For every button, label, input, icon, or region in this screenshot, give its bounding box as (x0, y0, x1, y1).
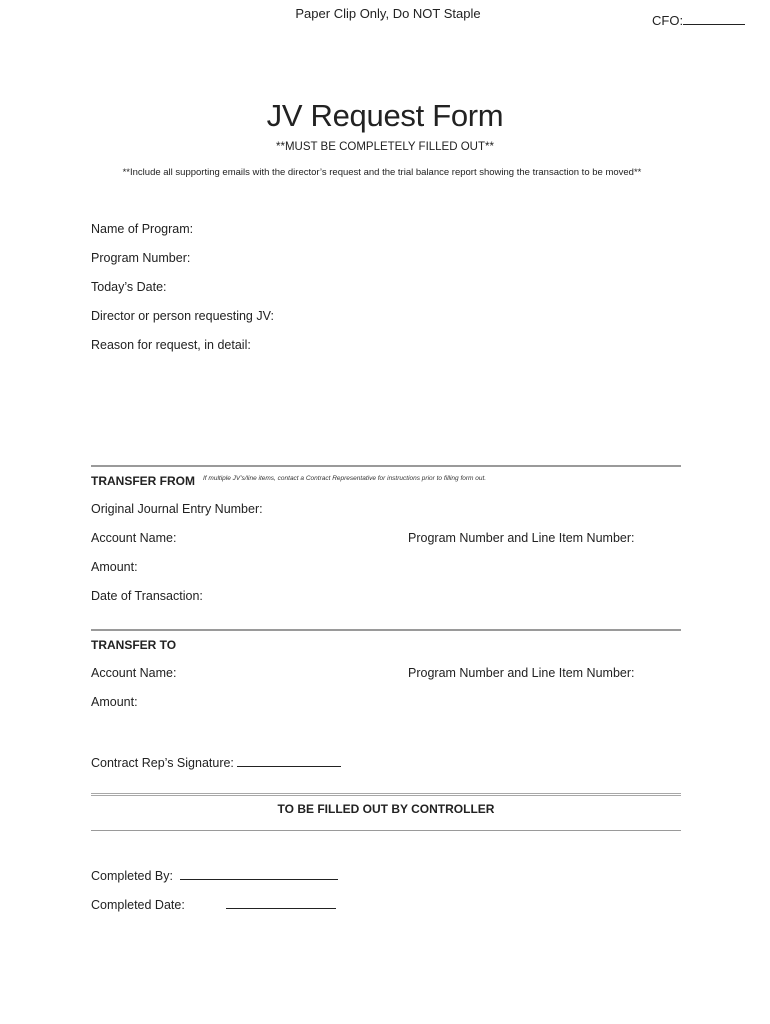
program-number-label: Program Number: (91, 251, 191, 265)
form-instruction: **Include all supporting emails with the director’s request and the trial balance report showing the transaction to be moved** (122, 167, 642, 178)
from-account-name-label: Account Name: (91, 531, 177, 545)
to-program-line-label: Program Number and Line Item Number: (408, 666, 635, 680)
cfo-label: CFO: (652, 13, 684, 28)
transaction-date-label: Date of Transaction: (91, 589, 203, 603)
transfer-from-heading: TRANSFER FROM (91, 474, 195, 488)
to-amount-label: Amount: (91, 695, 138, 709)
from-program-line-label: Program Number and Line Item Number: (408, 531, 635, 545)
completed-by-line[interactable] (180, 867, 338, 880)
completed-by-field[interactable] (91, 867, 338, 883)
signature-field[interactable] (91, 754, 341, 770)
cfo-blank-line[interactable] (683, 12, 745, 25)
completed-by-label: Completed By: (91, 869, 173, 883)
controller-top-divider (91, 793, 681, 796)
controller-heading: TO BE FILLED OUT BY CONTROLLER (277, 802, 495, 816)
form-subtitle: **MUST BE COMPLETELY FILLED OUT** (276, 141, 494, 153)
signature-line[interactable] (237, 754, 341, 767)
cfo-field[interactable] (652, 12, 745, 28)
form-title: JV Request Form (266, 98, 504, 133)
from-amount-label: Amount: (91, 560, 138, 574)
transfer-from-note: If multiple JV’s/line items, contact a Contract Representative for instructions prior to filling form out. (203, 475, 487, 482)
completed-date-label: Completed Date: (91, 898, 185, 912)
reason-label: Reason for request, in detail: (91, 338, 251, 352)
todays-date-label: Today’s Date: (91, 280, 167, 294)
transfer-to-heading: TRANSFER TO (91, 638, 177, 652)
program-name-label: Name of Program: (91, 222, 194, 236)
to-account-name-label: Account Name: (91, 666, 177, 680)
signature-label: Contract Rep’s Signature: (91, 756, 234, 770)
completed-date-field[interactable] (91, 896, 336, 912)
completed-date-line[interactable] (226, 896, 336, 909)
paper-clip-note: Paper Clip Only, Do NOT Staple (295, 6, 481, 21)
journal-entry-label: Original Journal Entry Number: (91, 502, 263, 516)
transfer-from-divider (91, 465, 681, 467)
transfer-to-divider (91, 629, 681, 631)
controller-bottom-divider (91, 830, 681, 831)
director-label: Director or person requesting JV: (91, 309, 274, 323)
